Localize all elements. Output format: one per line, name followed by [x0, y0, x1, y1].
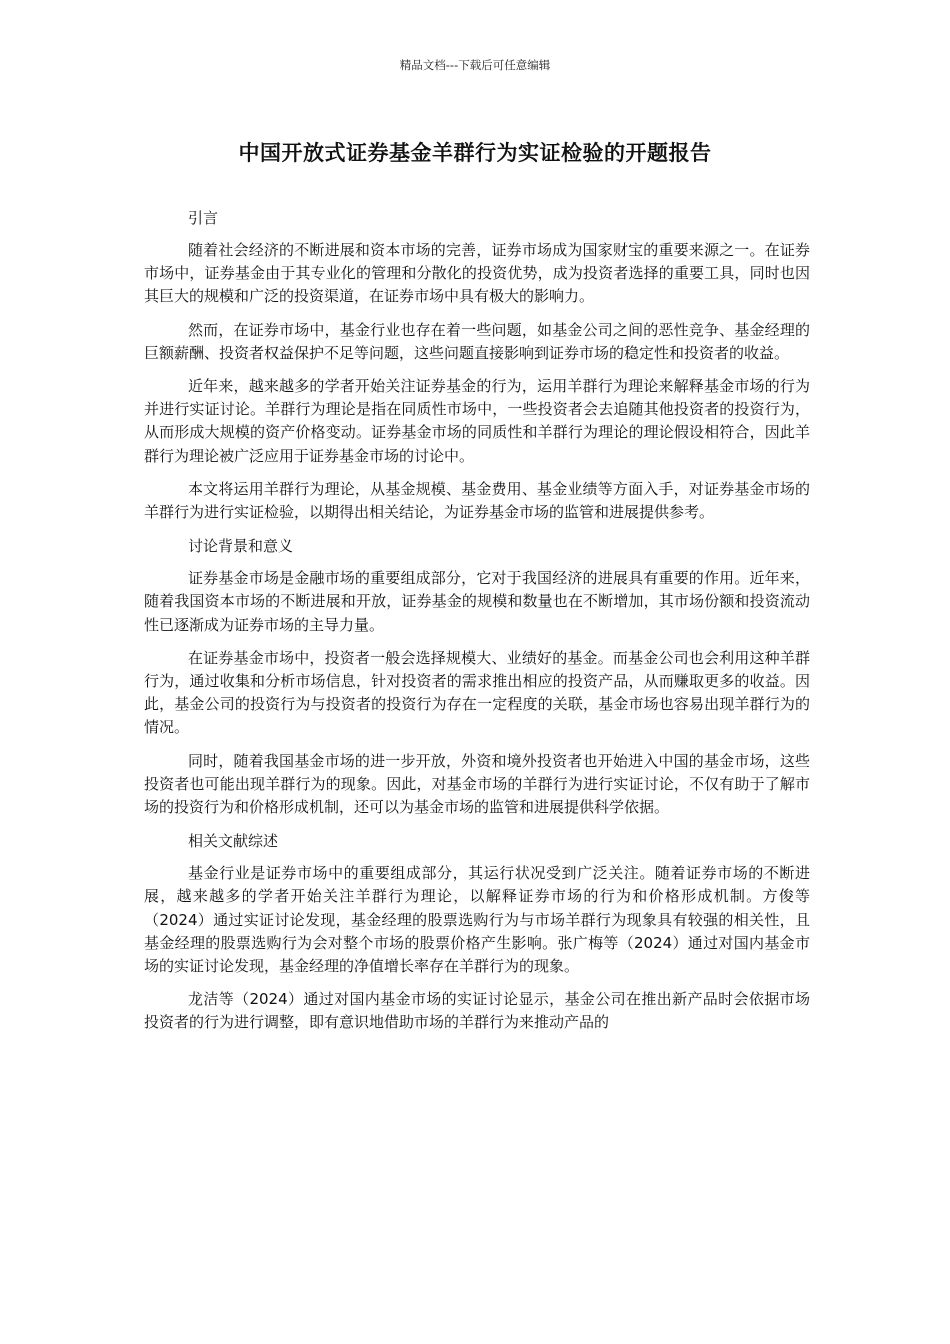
paragraph: 本文将运用羊群行为理论，从基金规模、基金费用、基金业绩等方面入手，对证券基金市场的羊群行为进行实证检验，以期得出相关结论，为证券基金市场的监管和进展提供参考。 — [144, 479, 810, 522]
paragraph: 同时，随着我国基金市场的进一步开放，外资和境外投资者也开始进入中国的基金市场，这些投资者也可能出现羊群行为的现象。因此，对基金市场的羊群行为进行实证讨论，不仅有助于了解市场的投资行为和价格形成机制，还可以为基金市场的监管和进展提供科学依据。 — [144, 751, 810, 817]
document-title: 中国开放式证券基金羊群行为实证检验的开题报告 — [238, 141, 712, 165]
paragraph: 随着社会经济的不断进展和资本市场的完善，证券市场成为国家财宝的重要来源之一。在证券市场中，证券基金由于其专业化的管理和分散化的投资优势，成为投资者选择的重要工具，同时也因其巨大的规模和广泛的投资渠道，在证券市场中具有极大的影响力。 — [144, 241, 810, 306]
document-body — [144, 206, 810, 1045]
section-heading-intro: 引言 — [188, 209, 219, 227]
paragraph: 然而，在证券市场中，基金行业也存在着一些问题，如基金公司之间的恶性竞争、基金经理的巨额薪酬、投资者权益保护不足等问题，这些问题直接影响到证券市场的稳定性和投资者的收益。 — [144, 320, 810, 362]
paragraph: 基金行业是证券市场中的重要组成部分，其运行状况受到广泛关注。随着证券市场的不断进展，越来越多的学者开始关注羊群行为理论，以解释证券市场的行为和价格形成机制。方俊等（2024）通过实证讨论发现，基金经理的股票选购行为与市场羊群行为现象具有较强的相关性，且基金经理的股票选购行为会对整个市场的股票价格产生影响。张广梅等（2024）通过对国内基金市场的实证讨论发现，基金经理的净值增长率存在羊群行为的现象。 — [144, 864, 810, 976]
paragraph: 证券基金市场是金融市场的重要组成部分，它对于我国经济的进展具有重要的作用。近年来，随着我国资本市场的不断进展和开放，证券基金的规模和数量也在不断增加，其市场份额和投资流动性已逐渐成为证券市场的主导力量。 — [144, 569, 810, 634]
section-heading-background: 讨论背景和意义 — [188, 537, 294, 556]
section-heading-literature: 相关文献综述 — [188, 832, 279, 851]
paragraph: 龙洁等（2024）通过对国内基金市场的实证讨论显示，基金公司在推出新产品时会依据市场投资者的行为进行调整，即有意识地借助市场的羊群行为来推动产品的 — [144, 990, 810, 1032]
paragraph: 近年来，越来越多的学者开始关注证券基金的行为，运用羊群行为理论来解释基金市场的行为并进行实证讨论。羊群行为理论是指在同质性市场中，一些投资者会去追随其他投资者的投资行为，从而形成大规模的资产价格变动。证券基金市场的同质性和羊群行为理论的理论假设相符合，因此羊群行为理论被广泛应用于证券基金市场的讨论中。 — [144, 377, 810, 465]
paragraph: 在证券基金市场中，投资者一般会选择规模大、业绩好的基金。而基金公司也会利用这种羊群行为，通过收集和分析市场信息，针对投资者的需求推出相应的投资产品，从而赚取更多的收益。因此，基金公司的投资行为与投资者的投资行为存在一定程度的关联，基金市场也容易出现羊群行为的情况。 — [144, 648, 810, 737]
header-note: 精品文档---下载后可任意编辑 — [399, 58, 551, 72]
